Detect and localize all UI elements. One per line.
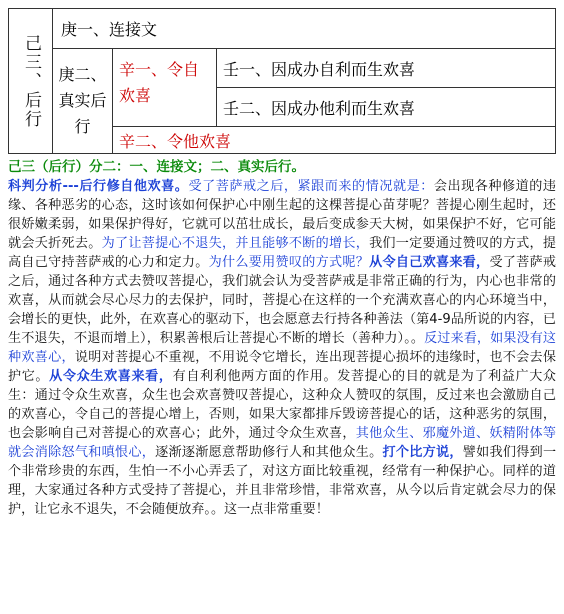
section-heading: 己三（后行）分二：一、连接文；二、真实后行。 xyxy=(8,159,305,175)
body-text: 逐渐逐渐愿意帮助修行人和其他众生。 xyxy=(155,445,383,460)
outline-ren1 xyxy=(217,49,555,88)
outline-xin2 xyxy=(113,127,555,153)
outline-ji3-label: 己三、后行 xyxy=(21,33,41,129)
outline-col-ji3 xyxy=(9,9,53,153)
emphasis-text: 从令众生欢喜来看， xyxy=(49,369,173,384)
outline-ren2-label: 壬二、因成办他利而生欢喜 xyxy=(223,98,416,118)
outline-xin2-label: 辛二、令他欢喜 xyxy=(119,131,232,151)
body-text: 受了菩萨戒之后，通过各种方式去赞叹菩提心，我们就会认为受菩萨戒是非常正确的行为，内心也非常的欢喜，从而就会尽心尽力的去保护，同时，菩提心在这样的一个充满欢喜心的内心环境当中，会增长的更快，此外，在欢喜心的驱动下，也会愿意去行持各种善法（第4-9品所说的内容，已生不退失，不退而增上），积累善根后让菩提心不断的增长（善种力）。。 xyxy=(8,255,557,346)
body-text: 会出现各种修道的违缘、各种恶劣的心态，这时该如何保护心中刚生起的这棵菩提心苗芽呢？菩提心刚生起时，还很娇嫩柔弱，如果保护得好，它就可以茁壮成长，最后变成参天大树，如果保护不好，它可能就会夭折死去。 xyxy=(8,179,557,251)
outline-table xyxy=(8,8,556,154)
outline-ren1-label: 壬一、因成办自利而生欢喜 xyxy=(223,59,416,79)
outline-ren2 xyxy=(217,88,555,127)
body-text: 说明对菩提心不重视，不用说令它增长，连出现菩提心损坏的违缘时，也不会去保护它。 xyxy=(8,350,557,384)
outline-xin1 xyxy=(113,49,217,127)
outline-geng1-label: 庚一、连接文 xyxy=(61,20,158,39)
highlight-text: 为什么要用赞叹的方式呢？ xyxy=(208,255,370,270)
highlight-text: 其他众生、邪魔外道、妖精附体等就会消除怒气和嗔恨心， xyxy=(8,426,557,460)
outline-xin1-label: 辛一、令自欢喜 xyxy=(119,60,200,105)
outline-geng2-label: 庚二、真实后行 xyxy=(58,65,107,136)
body-text: 有自利利他两方面的作用。发菩提心的目的就是为了利益广大众生：通过令众生欢喜，众生也会欢喜赞叹菩提心，这种众人赞叹的氛围，反过来也会激励自己的欢喜心，令自己的菩提心增上，否则，如果大家都排斥毁谤菩提心的话，这种恶劣的氛围，也会影响自己对菩提心的欢喜心；此外，通过令众生欢喜， xyxy=(8,369,557,441)
commentary-text xyxy=(8,158,556,519)
analysis-label: 科判分析---后行修自他欢喜。 xyxy=(8,179,189,194)
body-text: 譬如我们得到一个非常珍贵的东西，生怕一不小心弄丢了，对这方面比较重视，经常有一种保护心。同样的道理，大家通过各种方式受持了菩提心，并且非常珍惜，非常欢喜，从今以后肯定就会尽力的保护，让它永不退失，不会随便放弃。。这一点非常重要！ xyxy=(8,445,557,517)
outline-geng2 xyxy=(53,49,113,153)
highlight-text: 反过来看，如果没有这种欢喜心， xyxy=(8,331,557,365)
body-text: 我们一定要通过赞叹的方式，提高自己守持菩萨戒的心力和定力。 xyxy=(8,236,557,270)
highlight-text: 为了让菩提心不退失，并且能够不断的增长， xyxy=(101,236,370,251)
emphasis-text: 从令自己欢喜来看， xyxy=(369,255,490,270)
emphasis-text: 打个比方说， xyxy=(382,445,463,460)
commentary-paragraph xyxy=(8,177,556,519)
highlight-text: 受了菩萨戒之后，紧跟而来的情况就是： xyxy=(188,179,434,194)
outline-geng1 xyxy=(53,9,555,49)
